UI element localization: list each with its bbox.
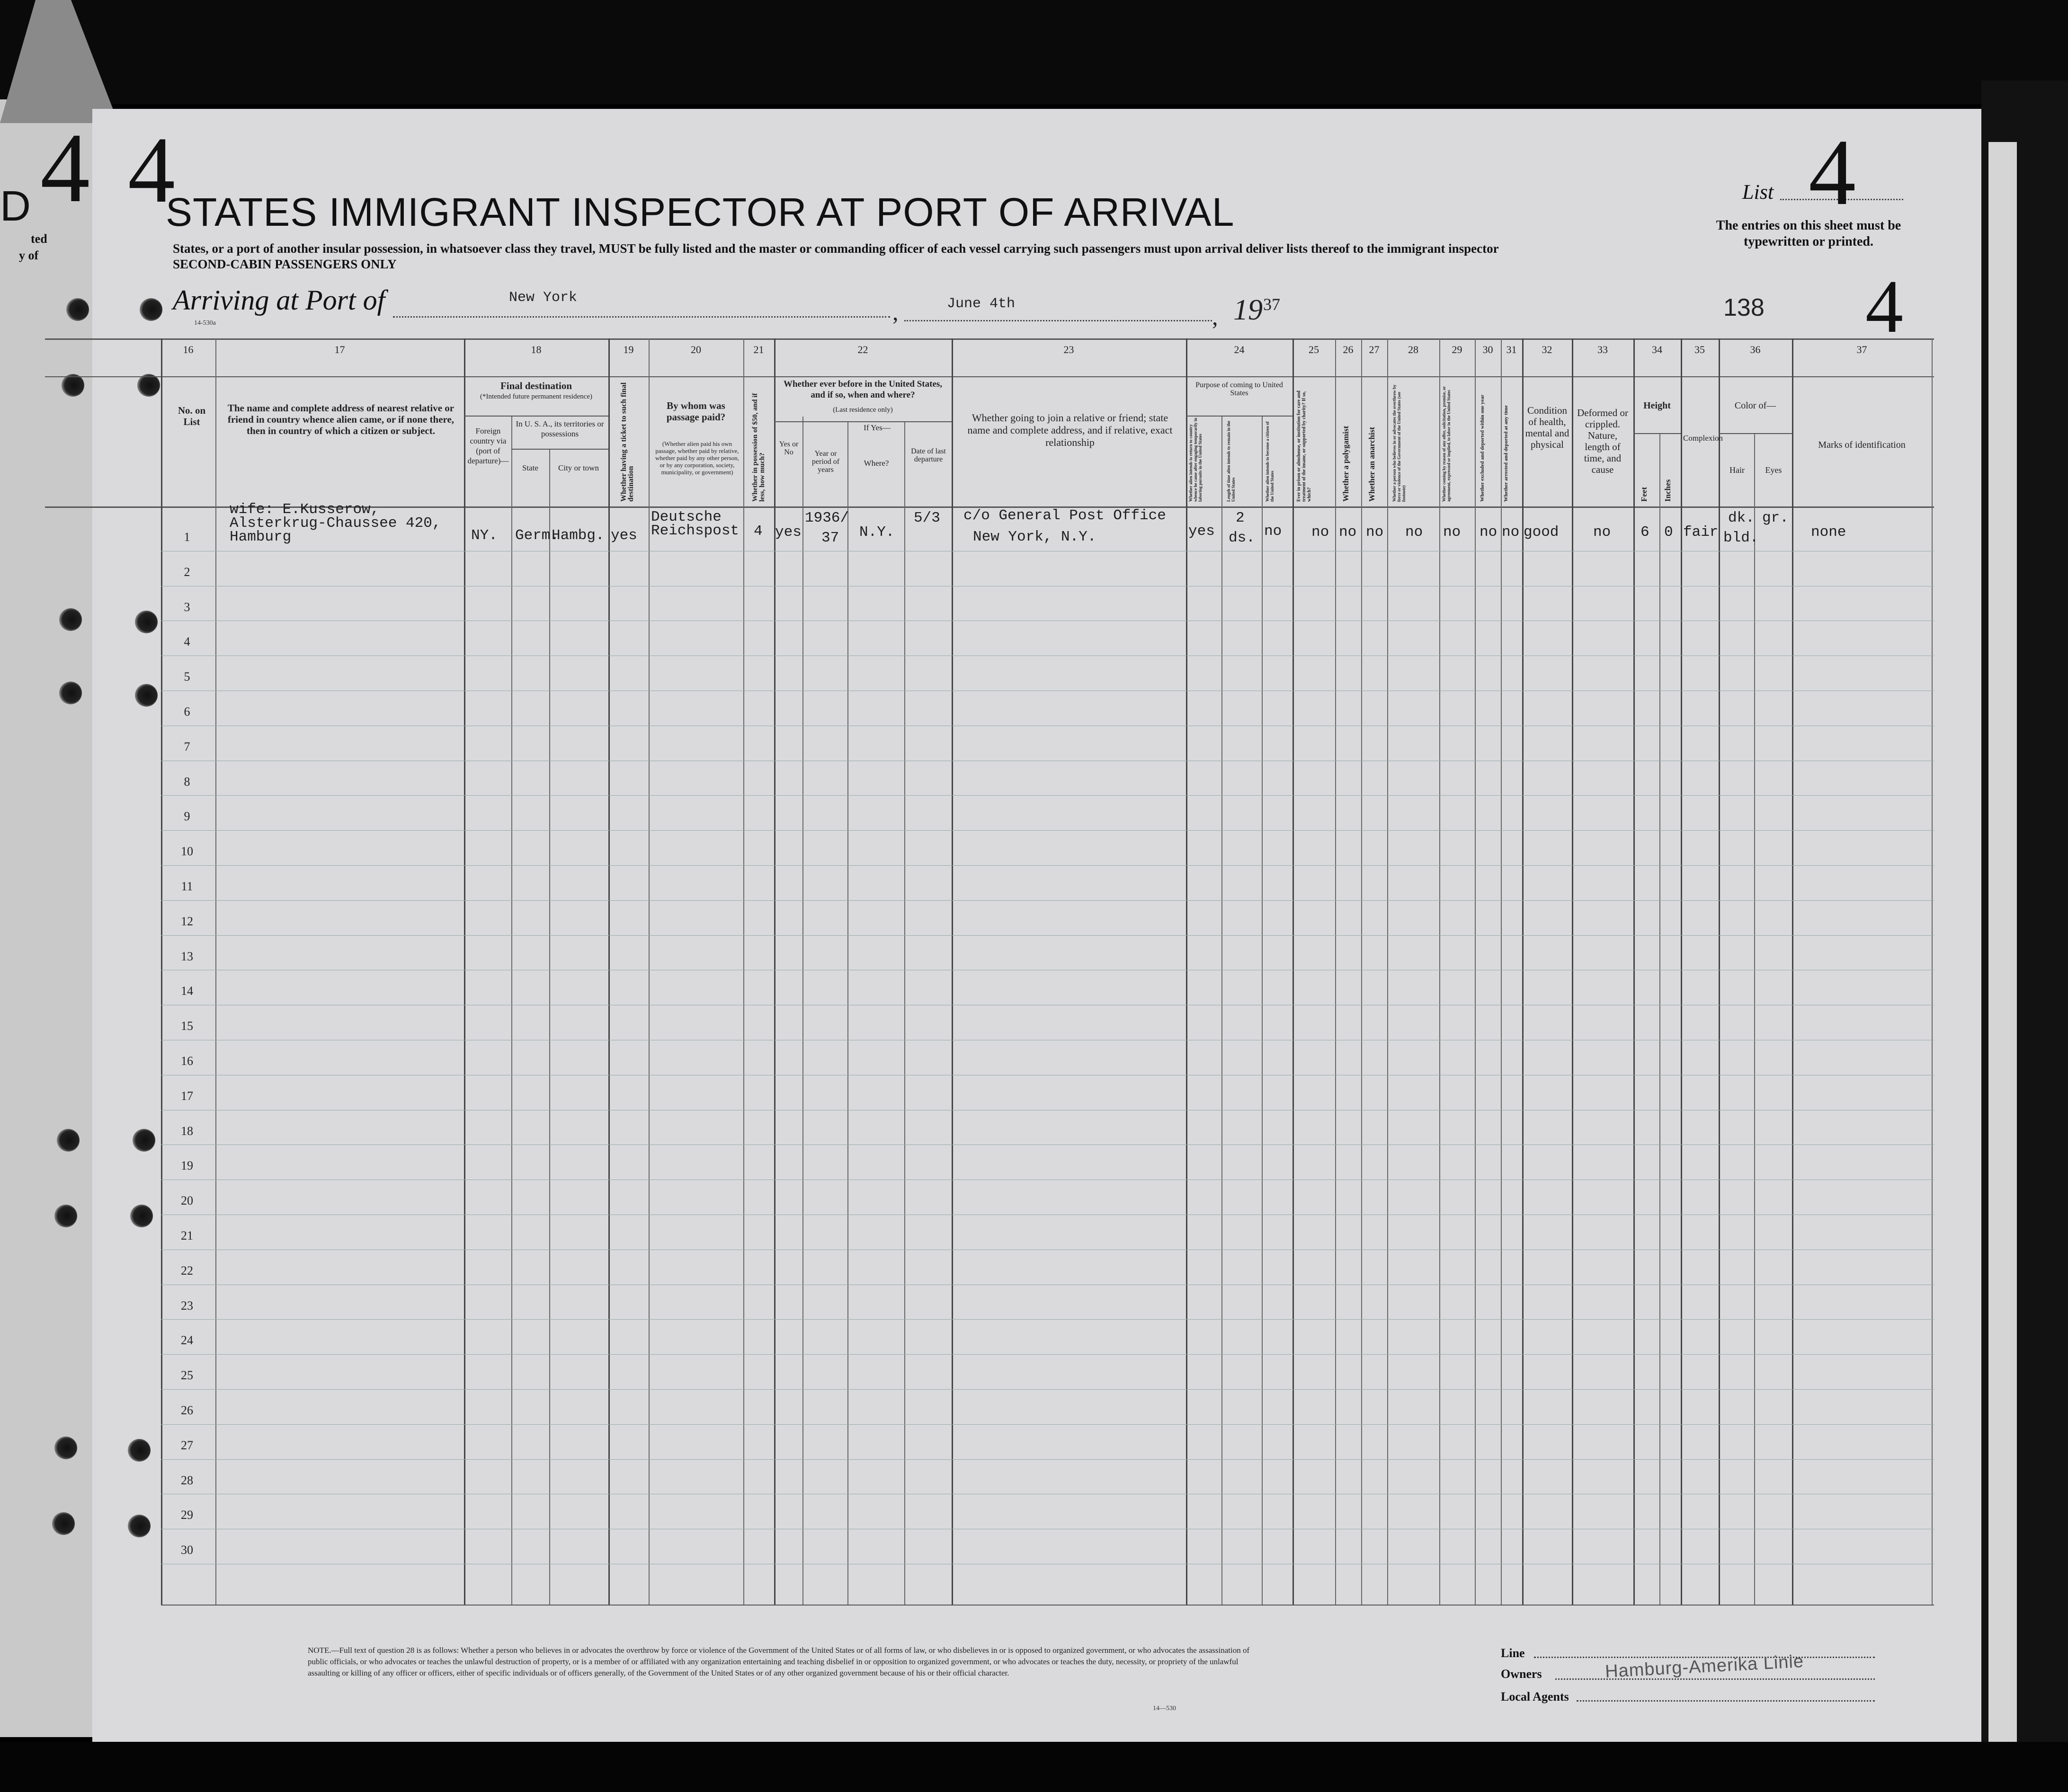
entry-polygamist: no: [1339, 524, 1357, 541]
col-line: [1221, 417, 1222, 1605]
scan-bottom-border: [0, 1742, 2068, 1792]
binder-hole: [140, 298, 162, 321]
binder-hole: [59, 682, 82, 704]
col-number-26: 26: [1343, 344, 1354, 355]
col-line: [1659, 433, 1660, 1605]
binder-hole: [135, 611, 158, 633]
entry-prison: no: [1311, 524, 1329, 541]
hdr-height: Height: [1643, 400, 1671, 411]
local-agents-field: [1577, 1700, 1875, 1702]
comma: ,: [892, 299, 899, 325]
left-fragment-text-2: y of: [19, 248, 39, 262]
row-rule: [161, 1354, 1934, 1355]
row-rule: [161, 830, 1934, 831]
hdr-purpose-length: Length of time alien intends to remain in the United States: [1226, 421, 1236, 502]
col-number-28: 28: [1408, 344, 1418, 355]
entry-deformed: no: [1593, 524, 1611, 541]
col-number-31: 31: [1506, 344, 1517, 355]
row-number: 10: [181, 844, 193, 858]
col-line: [952, 338, 953, 1605]
row-number: 11: [181, 879, 193, 893]
form-code: 14-530a: [194, 319, 216, 327]
col-number-21: 21: [753, 344, 764, 355]
col-line: [649, 338, 650, 1605]
row-rule: [161, 1144, 1934, 1145]
subhdr-rule: [1719, 433, 1792, 434]
port-value: New York: [509, 290, 578, 306]
entry-date-departure: 5/3: [914, 510, 940, 526]
col-line: [904, 421, 905, 1605]
entry-marks: none: [1811, 524, 1846, 541]
row-number: 14: [181, 984, 193, 998]
binder-hole: [54, 1437, 77, 1459]
hdr-no-on-list: No. on List: [178, 405, 206, 427]
row-number: 21: [181, 1229, 193, 1242]
entry-ever-before: yes: [775, 524, 802, 541]
col-line: [1932, 338, 1933, 1605]
hdr-color-of: Color of—: [1734, 400, 1776, 411]
hdr-where: Where?: [864, 459, 889, 468]
entry-eyes-line-1: gr.: [1762, 510, 1789, 526]
entry-years-line-1: 1936/: [805, 510, 849, 526]
page-number: 138: [1723, 294, 1765, 321]
row-number: 27: [181, 1438, 193, 1452]
col-line: [1361, 338, 1362, 1605]
col-line: [1475, 338, 1476, 1605]
list-label: List: [1742, 180, 1774, 204]
col-line: [608, 338, 610, 1605]
hdr-health: Condition of health, mental and physical: [1525, 405, 1569, 450]
row-number: 30: [181, 1543, 193, 1557]
date-line: [904, 320, 1212, 321]
entry-paid-by-line-1: Deutsche: [651, 509, 722, 525]
row-number: 28: [181, 1473, 193, 1487]
form-title: STATES IMMIGRANT INSPECTOR AT PORT OF ARRIVAL: [166, 190, 1235, 234]
entry-foreign-via: NY.: [471, 527, 498, 544]
year-prefix: 19: [1233, 294, 1263, 326]
binder-hole: [54, 1205, 77, 1227]
owners-field: [1555, 1678, 1875, 1680]
binder-hole: [59, 608, 82, 631]
col-number-32: 32: [1542, 344, 1552, 355]
hdr-purpose-citizen: Whether alien intends to become a citizen of the United States: [1265, 421, 1275, 502]
row-number: 25: [181, 1368, 193, 1382]
row-number: 3: [184, 600, 190, 614]
binder-hole: [62, 374, 84, 397]
col-line: [1292, 338, 1294, 1605]
row-number: 7: [184, 740, 190, 754]
hdr-final-destination-note: (*Intended future permanent residence): [480, 393, 592, 400]
row-number: 22: [181, 1264, 193, 1277]
row-number: 2: [184, 565, 190, 579]
col-number-25: 25: [1309, 344, 1319, 355]
entry-q30: no: [1480, 524, 1498, 541]
hdr-in-usa: In U. S. A., its territories or possessions: [516, 419, 604, 438]
hdr-q29: Whether coming by reason of any offer, solicitation, promise, or agreement, expressed or implied, to labor in the United States: [1442, 386, 1451, 502]
entry-health: good: [1524, 524, 1559, 541]
col-number-20: 20: [691, 344, 701, 355]
owners-label: Owners: [1501, 1667, 1542, 1681]
row-rule: [161, 900, 1934, 901]
hdr-feet: Feet: [1640, 487, 1649, 502]
entry-anarchist: no: [1366, 524, 1384, 541]
date-value: June 4th: [947, 296, 1016, 312]
hdr-eyes: Eyes: [1765, 465, 1782, 475]
entry-hair-line-2: bld.: [1723, 530, 1759, 546]
row-rule: [161, 1389, 1934, 1390]
col-number-18: 18: [531, 344, 542, 355]
hdr-year-period: Year or period of years: [811, 450, 840, 474]
entry-q29: no: [1443, 524, 1461, 541]
hdr-q28: Whether a person who believes in or advocates the overthrow by force or violence of the Government of the United States (see footnote): [1392, 384, 1406, 502]
entry-length-line-1: 2: [1236, 510, 1245, 526]
hdr-inches: Inches: [1663, 479, 1672, 502]
entry-where: N.Y.: [859, 524, 895, 541]
row-number: 17: [181, 1089, 193, 1103]
col-line: [1633, 338, 1635, 1605]
row-rule: [161, 1459, 1934, 1460]
hdr-complexion: Complexion: [1683, 434, 1723, 443]
col-line: [1754, 433, 1755, 1605]
hdr-if-yes: If Yes—: [864, 423, 891, 432]
col-number-19: 19: [623, 344, 634, 355]
entry-paid-by-line-2: Reichspost: [651, 523, 740, 539]
hdr-q30: Whether excluded and deported within one year: [1480, 394, 1485, 502]
entry-length-line-2: ds.: [1229, 530, 1255, 546]
binder-hole: [57, 1129, 80, 1152]
hdr-anarchist: Whether an anarchist: [1367, 426, 1376, 502]
footer-form-code: 14—530: [1153, 1705, 1176, 1712]
col-number-34: 34: [1652, 344, 1662, 355]
row-number: 12: [181, 914, 193, 928]
scan-top-border: [0, 0, 2068, 104]
binder-hole: [137, 374, 160, 397]
row-number: 9: [184, 809, 190, 823]
binder-hole: [128, 1439, 151, 1462]
col-line: [847, 421, 848, 1605]
page-edge-strip: [1988, 142, 2017, 1751]
hdr-nearest-relative: The name and complete address of nearest relative or friend in country whence alien came, or if none there, then in country of which a citizen or subject.: [227, 402, 455, 436]
col-number-33: 33: [1597, 344, 1608, 355]
hdr-city: City or town: [558, 463, 599, 472]
row-rule: [161, 795, 1934, 796]
binder-hole: [135, 684, 158, 707]
col-line: [1572, 338, 1573, 1605]
list-number: 4: [1809, 120, 1856, 225]
hdr-polygamist: Whether a polygamist: [1341, 426, 1350, 502]
instructions-line-2: SECOND-CABIN PASSENGERS ONLY: [173, 257, 397, 271]
hdr-deformed: Deformed or crippled. Nature, length of time, and cause: [1577, 407, 1628, 475]
entry-years-line-2: 37: [821, 530, 839, 546]
col-line: [743, 338, 744, 1605]
hdr-joining-relative: Whether going to join a relative or friend; state name and complete address, and if relative, exact relationship: [967, 412, 1173, 448]
col-line: [549, 450, 550, 1605]
row-number: 8: [184, 775, 190, 789]
hdr-foreign-country: Foreign country via (port of departure)—: [467, 426, 509, 465]
row-number: 5: [184, 670, 190, 683]
sheet-number: 4: [128, 118, 175, 222]
entry-ticket: yes: [611, 527, 637, 544]
row-number: 18: [181, 1124, 193, 1138]
row-number: 20: [181, 1194, 193, 1207]
entry-city: Hambg.: [552, 527, 605, 544]
left-sheet-number: 4: [40, 113, 90, 223]
subhdr-rule: [1633, 433, 1681, 434]
port-line: [393, 316, 890, 318]
hdr-final-destination: Final destination: [500, 380, 572, 391]
row-rule: [161, 1319, 1934, 1320]
hdr-purpose: Purpose of coming to United States: [1195, 381, 1283, 397]
entry-joining-line-2: New York, N.Y.: [973, 529, 1096, 545]
row-number: 19: [181, 1159, 193, 1172]
binder-hole: [133, 1129, 155, 1152]
row-number: 13: [181, 949, 193, 963]
entry-q28: no: [1405, 524, 1423, 541]
hdr-by-whom-paid: By whom was passage paid?: [666, 400, 726, 423]
entry-feet: 6: [1640, 524, 1649, 541]
row-number: 4: [184, 635, 190, 648]
col-line: [511, 417, 512, 1605]
col-line: [1262, 417, 1263, 1605]
col-line: [1335, 338, 1336, 1605]
page-big-number: 4: [1865, 264, 1903, 348]
col-line: [1681, 338, 1682, 1605]
col-number-23: 23: [1063, 344, 1074, 355]
left-fragment-text-1: ted: [31, 232, 47, 246]
entry-inches: 0: [1664, 524, 1673, 541]
table-bottom-rule: [161, 1605, 1934, 1606]
col-line: [215, 338, 216, 1605]
row-number: 24: [181, 1333, 193, 1347]
line-label: Line: [1501, 1646, 1525, 1660]
row-number: 1: [184, 530, 190, 544]
col-number-16: 16: [183, 344, 194, 355]
shipping-line-stamp: Hamburg-Amerika Linie: [1604, 1651, 1804, 1682]
left-fragment-letter: D: [0, 183, 31, 230]
entry-complexion: fair: [1683, 524, 1719, 541]
comma-2: ,: [1212, 303, 1218, 330]
binder-hole: [52, 1512, 75, 1535]
col-number-22: 22: [857, 344, 868, 355]
hdr-money: Whether in possession of $50, and if less, how much?: [751, 393, 766, 502]
col-line: [1719, 338, 1720, 1605]
footnote: [308, 1645, 1255, 1679]
entry-relative-line-2: Alsterkrug-Chaussee 420,: [230, 515, 441, 532]
hdr-hair: Hair: [1729, 465, 1745, 475]
left-page-fragment: [0, 99, 104, 1737]
col-line: [1439, 338, 1440, 1605]
binder-hole: [128, 1515, 151, 1537]
row-number: 6: [184, 705, 190, 719]
hdr-ever-before: Whether ever before in the United States, and if so, when and where?: [783, 379, 943, 400]
year-suffix: 37: [1263, 295, 1280, 314]
col-line: [1792, 338, 1793, 1605]
row-number: 29: [181, 1508, 193, 1522]
entry-relative-line-3: Hamburg: [230, 529, 292, 545]
local-agents-label: Local Agents: [1501, 1690, 1569, 1703]
subhdr-rule: [464, 416, 608, 417]
entry-joining-line-1: c/o General Post Office: [963, 507, 1166, 524]
hdr-state: State: [522, 463, 538, 472]
column-number-rule: [45, 376, 1934, 377]
row-number: 16: [181, 1054, 193, 1068]
row-rule: [161, 865, 1934, 866]
entry-state: Germ.: [515, 527, 560, 544]
col-number-37: 37: [1856, 344, 1867, 355]
instructions-line-1: States, or a port of another insular possession, in whatsoever class they travel, MUST be fully listed and the master or commanding officer of each vessel carrying such passengers must upon arrival deliver lists thereof to the immigrant inspector: [173, 241, 1499, 256]
col-line: [1387, 338, 1388, 1605]
entries-note: The entries on this sheet must be typewritten or printed.: [1716, 218, 1901, 249]
row-number: 23: [181, 1299, 193, 1313]
footnote-label: NOTE.—: [308, 1646, 339, 1655]
hdr-marks: Marks of identification: [1818, 440, 1906, 450]
col-number-27: 27: [1369, 344, 1380, 355]
row-rule: [161, 1424, 1934, 1425]
hdr-prison: Ever in prison or almshouse, or institution for care and treatment of the insane, or supported by charity? If so, which?: [1296, 390, 1312, 502]
entry-hair-line-1: dk.: [1728, 510, 1755, 526]
subhdr-rule: [774, 421, 952, 422]
arriving-label: Arriving at Port of: [173, 284, 385, 316]
row-rule: [161, 935, 1934, 936]
col-number-24: 24: [1234, 344, 1245, 355]
col-line: [161, 338, 162, 1605]
col-number-17: 17: [334, 344, 345, 355]
row-number: 26: [181, 1403, 193, 1417]
binder-hole: [130, 1205, 153, 1227]
hdr-ever-before-note: (Last residence only): [833, 406, 893, 414]
hdr-q31: Whether arrested and deported at any time: [1503, 405, 1509, 502]
col-line: [1186, 338, 1187, 1605]
col-line: [464, 338, 465, 1605]
hdr-by-whom-paid-note: (Whether alien paid his own passage, whether paid by relative, whether paid by any other person, or by any corporation, society, municipality, or government): [655, 440, 739, 476]
row-number: 15: [181, 1019, 193, 1033]
entry-money: 4: [754, 523, 763, 540]
col-number-30: 30: [1482, 344, 1493, 355]
hdr-date-departure: Date of last departure: [911, 447, 946, 463]
binder-hole: [66, 298, 89, 321]
entry-return: yes: [1188, 523, 1215, 540]
col-number-36: 36: [1750, 344, 1761, 355]
table-top-rule: [45, 338, 1934, 340]
entry-q31: no: [1502, 524, 1520, 541]
col-line: [802, 417, 803, 1605]
hdr-ticket: Whether having a ticket to such final destination: [620, 382, 635, 502]
hdr-yes-or-no: Yes or No: [779, 440, 799, 456]
entry-relative-line-1: wife: E.Kusserow,: [230, 501, 380, 518]
subhdr-rule: [511, 449, 608, 450]
col-number-29: 29: [1452, 344, 1462, 355]
footnote-text: Full text of question 28 is as follows: Whether a person who believes in or advocates the overthrow by force or violence of the Government of the United States or of all forms of law, or who disbelieves in or is opposed to organized government, or who advocates the assassination of public officials, or who advocates or teaches the unlawful destruction of property, or is a member of or affiliated with any organization entertaining and teaching disbelief in or opposition to organized government, or who advocates or teaches the duty, necessity, or propriety of the unlawful assaulting or killing of any officer or officers, either of specific individuals or of officers generally, of the Government of the United States or of any other organized government because of his or their official character.: [308, 1646, 1250, 1677]
col-number-35: 35: [1694, 344, 1705, 355]
hdr-purpose-return: Whether alien intends to return to country whence he came after engaging temporarily in laboring pursuits in the United States: [1188, 417, 1203, 502]
entry-citizen: no: [1264, 523, 1282, 540]
